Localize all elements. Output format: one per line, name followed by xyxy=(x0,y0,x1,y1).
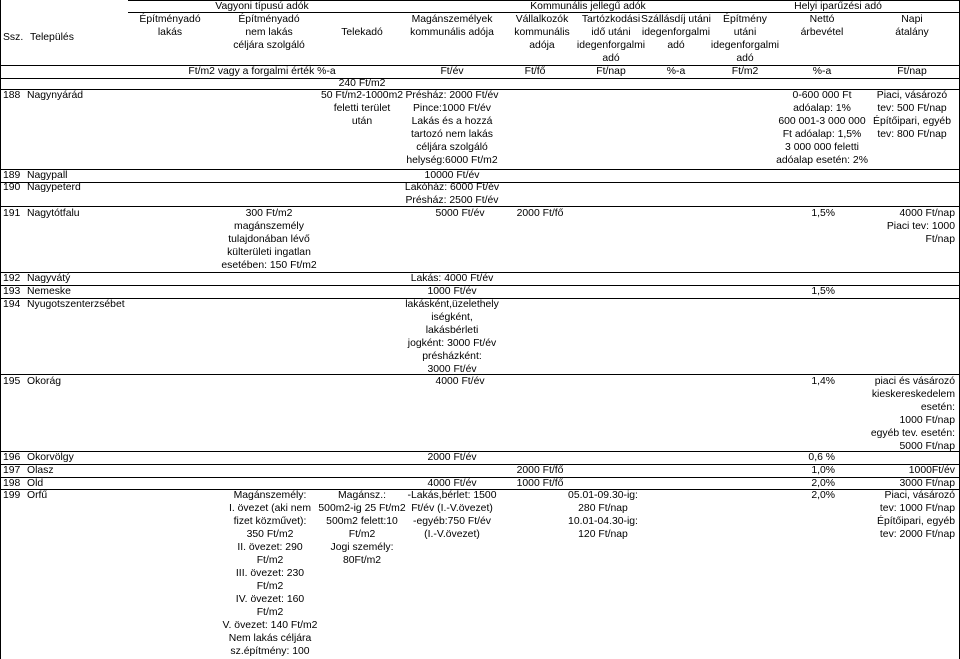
row-number: 198 xyxy=(3,478,21,489)
cell-magan: 4000 Ft/év xyxy=(427,478,477,489)
cell-magan: 10000 Ft/év xyxy=(424,170,480,181)
unit-label: %-a xyxy=(812,66,832,77)
unit-label: Ft/fő xyxy=(524,66,546,77)
cell-vallalkozok: 2000 Ft/fő xyxy=(516,465,564,476)
row-name: Okorvölgy xyxy=(27,452,74,463)
cell-magan: Lakóház: 6000 Ft/év Présház: 2500 Ft/év xyxy=(404,182,500,206)
cell-magan: 4000 Ft/év xyxy=(435,376,485,387)
row-name: Nagypeterd xyxy=(27,182,81,193)
row-name: Nemeske xyxy=(27,286,71,297)
column-header-epitmeny-ig: Építmény utáni idegenforgalmi adó xyxy=(710,14,780,64)
row-name: Nagypall xyxy=(27,170,68,181)
cell-netto: 1,5% xyxy=(811,286,835,297)
row-number: 199 xyxy=(3,490,21,501)
row-name: Old xyxy=(27,478,44,489)
row-number: 188 xyxy=(3,90,21,101)
row-number: 192 xyxy=(3,273,21,284)
unit-label: Ft/év xyxy=(440,66,464,77)
column-header-szallasdij: Szállásdíj utáni idegenforgalmi adó xyxy=(641,14,711,51)
column-header-vallalkozok: Vállalkozók kommunális adója xyxy=(514,14,570,51)
cell-netto: 0-600 000 Ft adóalap: 1% 600 001-3 000 000 Ft adóalap: 1,5% 3 000 000 feletti adóalap esetén: 2% xyxy=(776,90,868,166)
grid-line xyxy=(0,0,1,659)
cell-magan: Lakás: 4000 Ft/év xyxy=(410,273,494,284)
row-name: Nagynyárád xyxy=(27,90,84,101)
group-header-helyi: Helyi iparűzési adó xyxy=(794,1,882,12)
cell-napi: 1000Ft/év xyxy=(908,465,955,476)
unit-label: %-a xyxy=(666,66,686,77)
cell-napi: Piaci, vásározó tev: 1000 Ft/nap Építőipari, egyéb tev: 2000 Ft/nap xyxy=(877,490,955,540)
column-header-maganszemelyek: Magánszemélyek kommunális adója xyxy=(410,14,494,38)
group-header-vagyoni: Vagyoni típusú adók xyxy=(215,1,309,12)
row-number: 195 xyxy=(3,376,21,387)
row-number: 196 xyxy=(3,452,21,463)
cell-lakas: 300 Ft/m2 magánszemély tulajdonában lévő külterületi ingatlan esetében: 150 Ft/m2 xyxy=(221,208,317,271)
row-name: Orfű xyxy=(27,490,48,501)
column-header-telekado: Telekadó xyxy=(341,27,383,38)
group-header-kommunalis: Kommunális jellegű adók xyxy=(530,1,646,12)
cell-magan: 5000 Ft/év xyxy=(435,208,485,219)
unit-label: Ft/nap xyxy=(596,66,626,77)
row-name: Nagytótfalu xyxy=(27,208,80,219)
cell-vallalkozok: 2000 Ft/fő xyxy=(516,208,564,219)
cell-nem-lakas: 50 Ft/m2-1000m2 feletti terület után xyxy=(320,90,404,127)
unit-label: Ft/m2 vagy a forgalmi érték %-a xyxy=(188,66,336,77)
cell-napi: 3000 Ft/nap xyxy=(899,478,955,489)
grid-line xyxy=(0,78,960,79)
row-name: Nyugotszenterzsébet xyxy=(27,299,125,310)
row-number: 197 xyxy=(3,465,21,476)
cell-telekado: Magánsz.: 500m2-ig 25 Ft/m2 500m2 felett:10 Ft/m2 Jogi személy: 80Ft/m2 xyxy=(318,490,406,566)
column-header-tartozkodasi: Tartózkodási idő utáni idegenforgalmi adó xyxy=(576,14,646,64)
row-number: 193 xyxy=(3,286,21,297)
cell-netto: 0,6 % xyxy=(808,452,835,463)
top-note: 240 Ft/m2 xyxy=(338,78,386,89)
row-name: Okorág xyxy=(27,376,62,387)
cell-napi: piaci és vásározó kieskereskedelem esetén: 1000 Ft/nap egyéb tev. esetén: 5000 Ft/nap xyxy=(870,376,955,452)
row-number: 191 xyxy=(3,208,21,219)
cell-tartozkodasi: 05.01-09.30-ig: 280 Ft/nap 10.01-04.30-ig: 120 Ft/nap xyxy=(568,490,638,540)
cell-napi: 4000 Ft/nap Piaci tev: 1000 Ft/nap xyxy=(886,208,955,245)
row-number: 189 xyxy=(3,170,21,181)
row-name: Nagyvátý xyxy=(27,273,71,284)
grid-line xyxy=(0,169,960,170)
unit-label: Ft/m2 xyxy=(731,66,759,77)
row-number: 190 xyxy=(3,182,21,193)
column-header-epitmenyado-lakas: Építményadó lakás xyxy=(139,14,201,38)
row-number: 194 xyxy=(3,299,21,310)
cell-netto: 2,0% xyxy=(811,478,835,489)
cell-netto: 1,5% xyxy=(811,208,835,219)
column-header-telepules: Település xyxy=(30,32,74,43)
row-name: Olasz xyxy=(27,465,54,476)
cell-netto: 2,0% xyxy=(811,490,835,501)
column-header-netto: Nettó árbevétel xyxy=(800,14,844,38)
column-header-napi: Napi átalány xyxy=(895,14,929,38)
unit-label: Ft/nap xyxy=(897,66,927,77)
column-header-epitmenyado-nem-lakas: Építményadó nem lakás céljára szolgáló xyxy=(233,14,305,51)
cell-magan: lakásként,üzelethely iségként, lakásbérleti jogként: 3000 Ft/év présházként: 3000 Ft/év xyxy=(405,299,499,375)
cell-vallalkozok: 1000 Ft/fő xyxy=(516,478,564,489)
cell-netto: 1,0% xyxy=(811,465,835,476)
cell-magan: Présház: 2000 Ft/év Pince:1000 Ft/év Lakás és a hozzá tartozó nem lakás céljára szolgáló helység:6000 Ft/m2 xyxy=(405,90,499,166)
cell-magan: 2000 Ft/év xyxy=(427,452,477,463)
cell-napi: Piaci, vásározó tev: 500 Ft/nap Építőipari, egyéb tev: 800 Ft/nap xyxy=(873,90,951,140)
cell-nem-lakas: Magánszemély: I. övezet (aki nem fizet közművet): 350 Ft/m2 II. övezet: 290 Ft/m2 III. övezet: 230 Ft/m2 IV. övezet: 160 Ft/m2 V. övezet: 140 Ft/m2 Nem lakás céljára sz.építmény: 100 xyxy=(222,490,318,657)
cell-magan: 1000 Ft/év xyxy=(427,286,477,297)
cell-magan: -Lakás,bérlet: 1500 Ft/év (I.-V.övezet) -egyéb:750 Ft/év (I.-V.övezet) xyxy=(407,490,497,540)
column-header-ssz: Ssz. xyxy=(3,32,24,43)
cell-netto: 1,4% xyxy=(811,376,835,387)
